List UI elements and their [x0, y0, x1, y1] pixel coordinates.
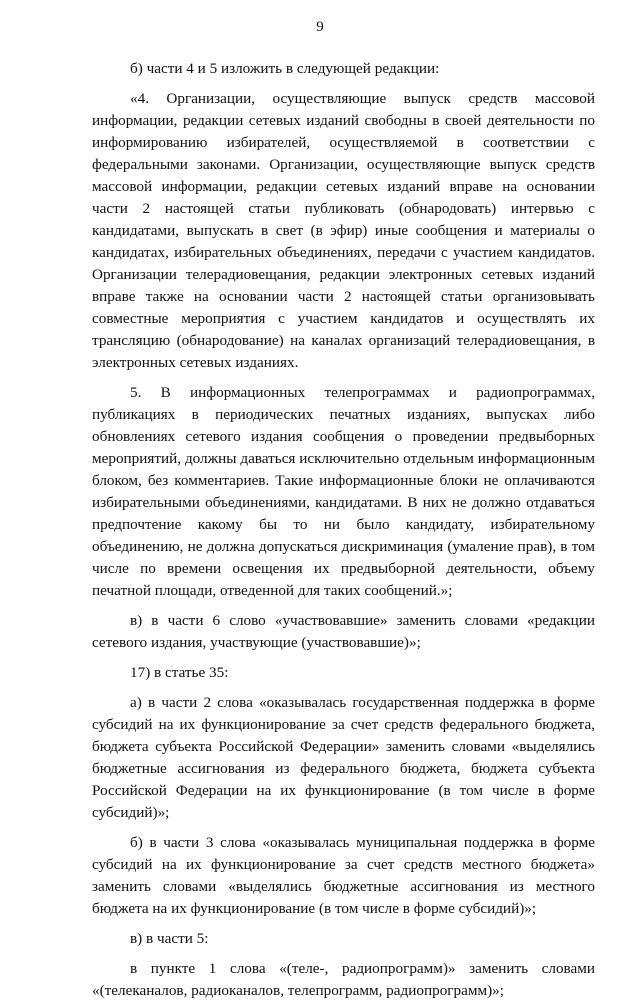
paragraph: б) части 4 и 5 изложить в следующей редакции:: [130, 60, 440, 77]
document-body: [92, 58, 595, 1002]
paragraph: 17) в статье 35:: [130, 664, 229, 681]
paragraph: а) в части 2 слова «оказывалась государственная поддержка в форме субсидий на их функционирование за счет средств федерального бюджета, бюджета субъекта Российской Федерации» заменить словами «выделялись бюджетные ассигнования из федерального бюджета, бюджета субъекта Российской Федерации на их функционирование (в том числе в форме субсидий)»;: [92, 694, 595, 821]
paragraph: «4. Организации, осуществляющие выпуск средств массовой информации, редакции сетевых изданий свободны в своей деятельности по информированию избирателей, осуществляемой в соответствии с федеральными законами. Организации, осуществляющие выпуск средств массовой информации, редакции сетевых изданий вправе на основании части 2 настоящей статьи публиковать (обнародовать) интервью с кандидатами, выпускать в свет (в эфир) иные сообщения и материалы о кандидатах, избирательных объединениях, передачи с участием кандидатов. Организации телерадиовещания, редакции электронных сетевых изданий вправе также на основании части 2 настоящей статьи организовывать совместные мероприятия с участием кандидатов и осуществлять их трансляцию (обнародование) на каналах организаций телерадиовещания, в электронных сетевых изданиях.: [92, 90, 595, 371]
paragraph: б) в части 3 слова «оказывалась муниципальная поддержка в форме субсидий на их функционирование за счет средств местного бюджета» заменить словами «выделялись бюджетные ассигнования из местного бюджета на их функционирование (в том числе в форме субсидий)»;: [92, 834, 595, 917]
paragraph: в) в части 5:: [130, 930, 209, 947]
page-number: 9: [316, 19, 324, 35]
paragraph: в) в части 6 слово «участвовавшие» заменить словами «редакции сетевого издания, участвующие (участвовавшие)»;: [92, 612, 595, 651]
paragraph: в пункте 1 слова «(теле-, радиопрограмм)» заменить словами «(телеканалов, радиоканалов, телепрограмм, радиопрограмм)»;: [92, 960, 595, 999]
paragraph: 5. В информационных телепрограммах и радиопрограммах, публикациях в периодических печатных изданиях, выпусках либо обновлениях сетевого издания сообщения о проведении предвыборных мероприятий, должны даваться исключительно отдельным информационным блоком, без комментариев. Такие информационные блоки не оплачиваются избирательными объединениями, кандидатами. В них не должно отдаваться предпочтение какому бы то ни было кандидату, избирательному объединению, не должна допускаться дискриминация (умаление прав), в том числе по времени освещения их предвыборной деятельности, объему печатной площади, отведенной для таких сообщений.»;: [92, 384, 595, 599]
